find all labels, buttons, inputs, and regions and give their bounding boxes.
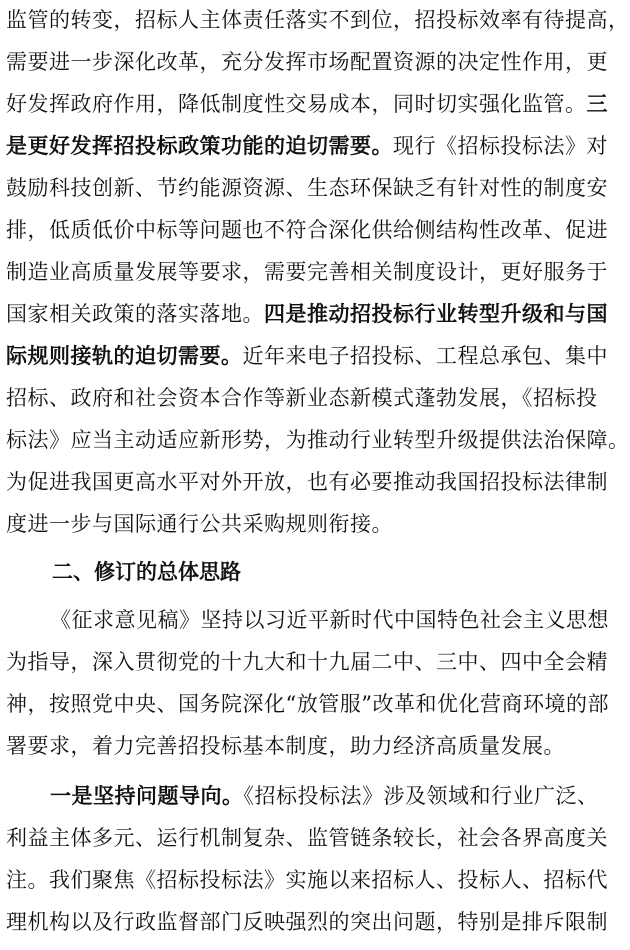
text-line [6,378,596,418]
text-line [6,294,608,334]
text-line [6,684,609,724]
text-segment: 现行《招标投标法》对 [393,134,608,158]
text-segment: 《征求意见稿》坚持以习近平新时代中国特色社会主义思想 [50,608,609,632]
bold-text-segment: 三 [586,91,608,116]
text-line [6,776,599,816]
text-segment: 监管的转变，招标人主体责任落实不到位，招投标效率有待提高， [6,8,630,32]
text-segment: 需要进一步深化改革，充分发挥市场配置资源的决定性作用，更 [6,50,608,74]
text-segment: 近年来电子招投标、工程总承包、集中 [242,344,608,368]
text-line [6,860,608,900]
text-segment: 招标、政府和社会资本合作等新业态新模式蓬勃发展，《招标投 [6,386,598,410]
text-line [6,420,630,460]
text-segment: 理机构以及行政监督部门反映强烈的突出问题，特别是排斥限制 [6,910,608,934]
text-line [6,252,608,292]
text-segment: 神，按照党中央、国务院深化“放管服”改革和优化营商环境的部 [6,692,609,716]
text-segment: 国家相关政策的落实落地。 [6,302,264,326]
text-segment: 标法》应当主动适应新形势，为推动行业转型升级提供法治保障。 [6,428,630,452]
text-segment: 为促进我国更高水平对外开放，也有必要推动我国招投标法律制 [6,470,608,494]
text-line [6,0,630,40]
text-segment: 制造业高质量发展等要求，需要完善相关制度设计，更好服务于 [6,260,608,284]
text-segment: 署要求，着力完善招投标基本制度，助力经济高质量发展。 [6,734,565,758]
section-heading: 二、修订的总体思路 [52,560,241,584]
bold-text-segment: 是更好发挥招投标政策功能的迫切需要。 [6,133,393,158]
text-line [6,336,608,376]
bold-text-segment: 四是推动招投标行业转型升级和与国 [264,301,608,326]
text-segment: 鼓励科技创新、节约能源资源、生态环保缺乏有针对性的制度安 [6,176,608,200]
bold-text-segment: 一是坚持问题导向。 [50,783,244,808]
text-line [6,902,608,942]
text-segment: 利益主体多元、运行机制复杂、监管链条较长，社会各界高度关 [6,826,608,850]
text-line [6,600,609,640]
text-line [6,84,608,124]
bold-text-segment: 际规则接轨的迫切需要。 [6,343,243,368]
text-segment: 注。我们聚焦《招标投标法》实施以来招标人、投标人、招标代 [6,868,608,892]
text-line [6,210,608,250]
text-line [6,504,596,544]
text-segment: 好发挥政府作用，降低制度性交易成本，同时切实强化监管。 [6,92,587,116]
text-segment: 排，低质低价中标等问题也不符合深化供给侧结构性改革、促进 [6,218,608,242]
text-line [6,42,608,82]
text-segment: 《招标投标法》涉及领域和行业广泛、 [243,784,599,808]
text-line [6,462,608,502]
text-line [6,168,608,208]
text-segment: 度进一步与国际通行公共采购规则衔接。 [6,512,393,536]
text-segment: 为指导，深入贯彻党的十九大和十九届二中、三中、四中全会精 [6,650,608,674]
text-line [6,642,608,682]
text-line [6,818,608,858]
text-line [6,126,608,166]
text-line [6,726,596,766]
